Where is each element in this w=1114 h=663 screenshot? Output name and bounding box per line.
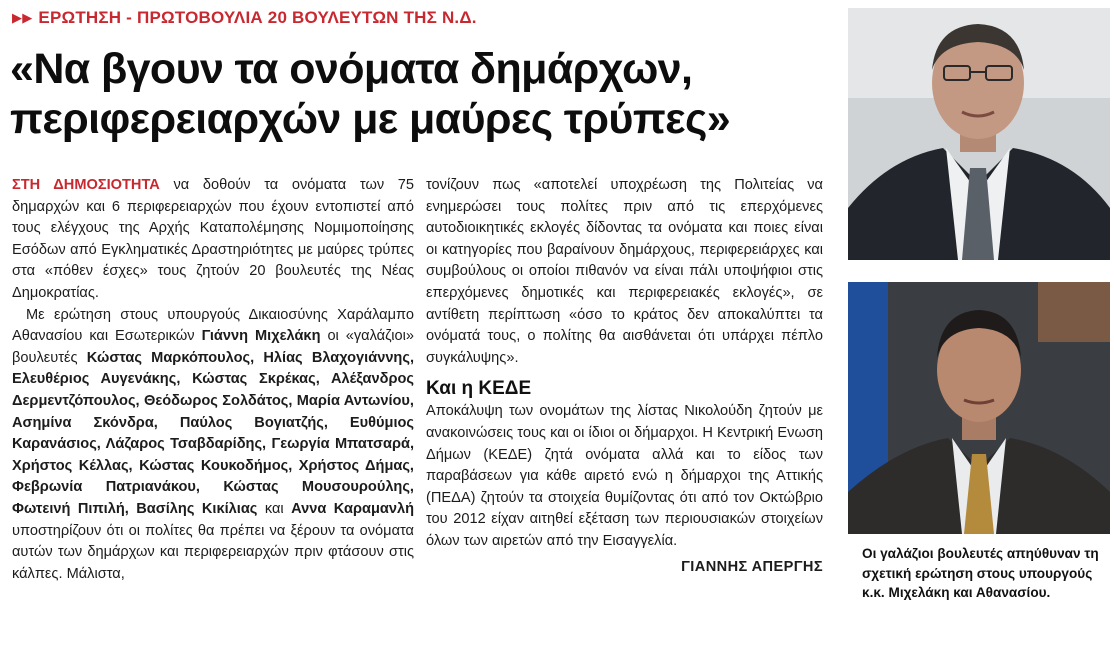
byline: ΓΙΑΝΝΗΣ ΑΠΕΡΓΗΣ [681,558,823,575]
paragraph-kede: Αποκάλυψη των ονομάτων της λίστας Νικολούδη ζητούν με ανακοινώσεις τους και οι ίδιοι οι δήμαρχοι. Η Κεντρική Ενωση Δήμων (ΚΕΔΕ) ζητά ονόματα αλλά και το είδος των παραβάσεων για κάθε αιρετό ενώ η δήμαρχοι της Αττικής (ΠΕΔΑ) ζητούν τα στοιχεία θυμίζοντας ότι από τον Οκτώβριο του 2012 είχαν αιτηθεί εξέταση των περιουσιακών στοιχείων όλων των αιρετών από την Εισαγγελία. [426,403,823,549]
paragraph-question: Με ερώτηση στους υπουργούς Δικαιοσύνης Χαράλαμπο Αθανασίου και Εσωτερικών Γιάννη Μιχελάκη οι «γαλάζιοι» βουλευτές Κώστας Μαρκόπουλος, Ηλίας Βλαχογιάννης, Ελευθέριος Αυγενάκης, Κώστας Σκρέκας, Αλέξανδρος Δερμεντζόπουλος, Θεόδωρος Σολδάτος, Μαρία Αντωνίου, Ασημίνα Σκόνδρα, Παύλος Βογιατζής, Ευθύμιος Καρανάσιος, Λάζαρος Τσαβδαρίδης, Γεωργία Μπατσαρά, Χρήστος Κέλλας, Κώστας Κουκοδήμος, Χρήστος Δήμας, Φεβρωνία Πατριανάκου, Κώστας Μουσουρούλης, Φωτεινή Πιπιλή, Βασίλης Κικίλιας και Αννα Καραμανλή υποστηρίζουν ότι οι πολίτες θα πρέπει να ξέρουν τα ονόματα αυτών των δημάρχων και περιφερειαρχών πριν φτάσουν στις κάλπες. Μάλιστα, [12,306,414,582]
article-headline: «Να βγουν τα ονόματα δημάρχων, περιφερειαρχών με μαύρες τρύπες» [10,45,731,143]
minister-name: Γιάννη Μιχελάκη [201,328,321,345]
mp-last: Αννα Καραμανλή [291,500,414,517]
article-kicker [12,8,477,28]
photo-caption: Οι γαλάζιοι βουλευτές απηύθυναν τη σχετική ερώτηση στους υπουργούς κ.κ. Μιχελάκη και Αθανασίου. [862,546,1099,600]
kicker-text: ΕΡΩΤΗΣΗ - ΠΡΩΤΟΒΟΥΛΙΑ 20 ΒΟΥΛΕΥΤΩΝ ΤΗΣ Ν.Δ. [38,8,477,27]
lead-in: ΣΤΗ ΔΗΜΟΣΙΟΤΗΤΑ [12,177,160,193]
article-column-2 [426,175,823,578]
photo-politician-2 [848,282,1110,534]
subheading: Και η ΚΕΔΕ [426,378,532,400]
paragraph-quote: τονίζουν πως «αποτελεί υποχρέωση της Πολιτείας να ενημερώσει τους πολίτες πριν από τις επερχόμενες αυτοδιοικητικές εκλογές δίδοντας τα ονόματα και ποιες είναι οι κατηγορίες που βαραίνουν δημάρχους, περιφερειάρχες και συμβούλους οι οποίοι πιθανόν να είναι πάλι υποψήφιοι στις επερχόμενες δημοτικές και περιφερειακές εκλογές», σε αντίθετη περίπτωση «όσο το κράτος δεν αποκαλύπτει τα ονόματά τους, ο πολίτης θα αισθάνεται ότι υπάρχει πέπλο συγκάλυψης». [426,177,823,366]
photo-politician-1 [848,8,1110,260]
mp-list: Κώστας Μαρκόπουλος, Ηλίας Βλαχογιάννης, Ελευθέριος Αυγενάκης, Κώστας Σκρέκας, Αλέξανδρος Δερμεντζόπουλος, Θεόδωρος Σολδάτος, Μαρία Αντωνίου, Ασημίνα Σκόνδρα, Παύλος Βογιατζής, Ευθύμιος Καρανάσιος, Λάζαρος Τσαβδαρίδης, Γεωργία Μπατσαρά, Χρήστος Κέλλας, Κώστας Κουκοδήμος, Χρήστος Δήμας, Φεβρωνία Πατριανάκου, Κώστας Μουσουρούλης, Φωτεινή Πιπιλή, Βασίλης Κικίλιας [12,349,414,517]
double-arrow-icon: ▶▶ [12,10,33,25]
paragraph-intro: ΣΤΗ ΔΗΜΟΣΙΟΤΗΤΑ να δοθούν τα ονόματα των 75 δημαρχών και 6 περιφερειαρχών που έχουν εντοπιστεί από τους ελέγχους της Αρχής Καταπολέμησης Νομιμοποίησης Εσόδων από Εγκληματικές Δραστηριότητες με μαύρες τρύπες στα «πόθεν έσχες» τους ζητούν 20 βουλευτές της Νέας Δημοκρατίας. [12,177,415,301]
article-column-1 [12,175,414,585]
